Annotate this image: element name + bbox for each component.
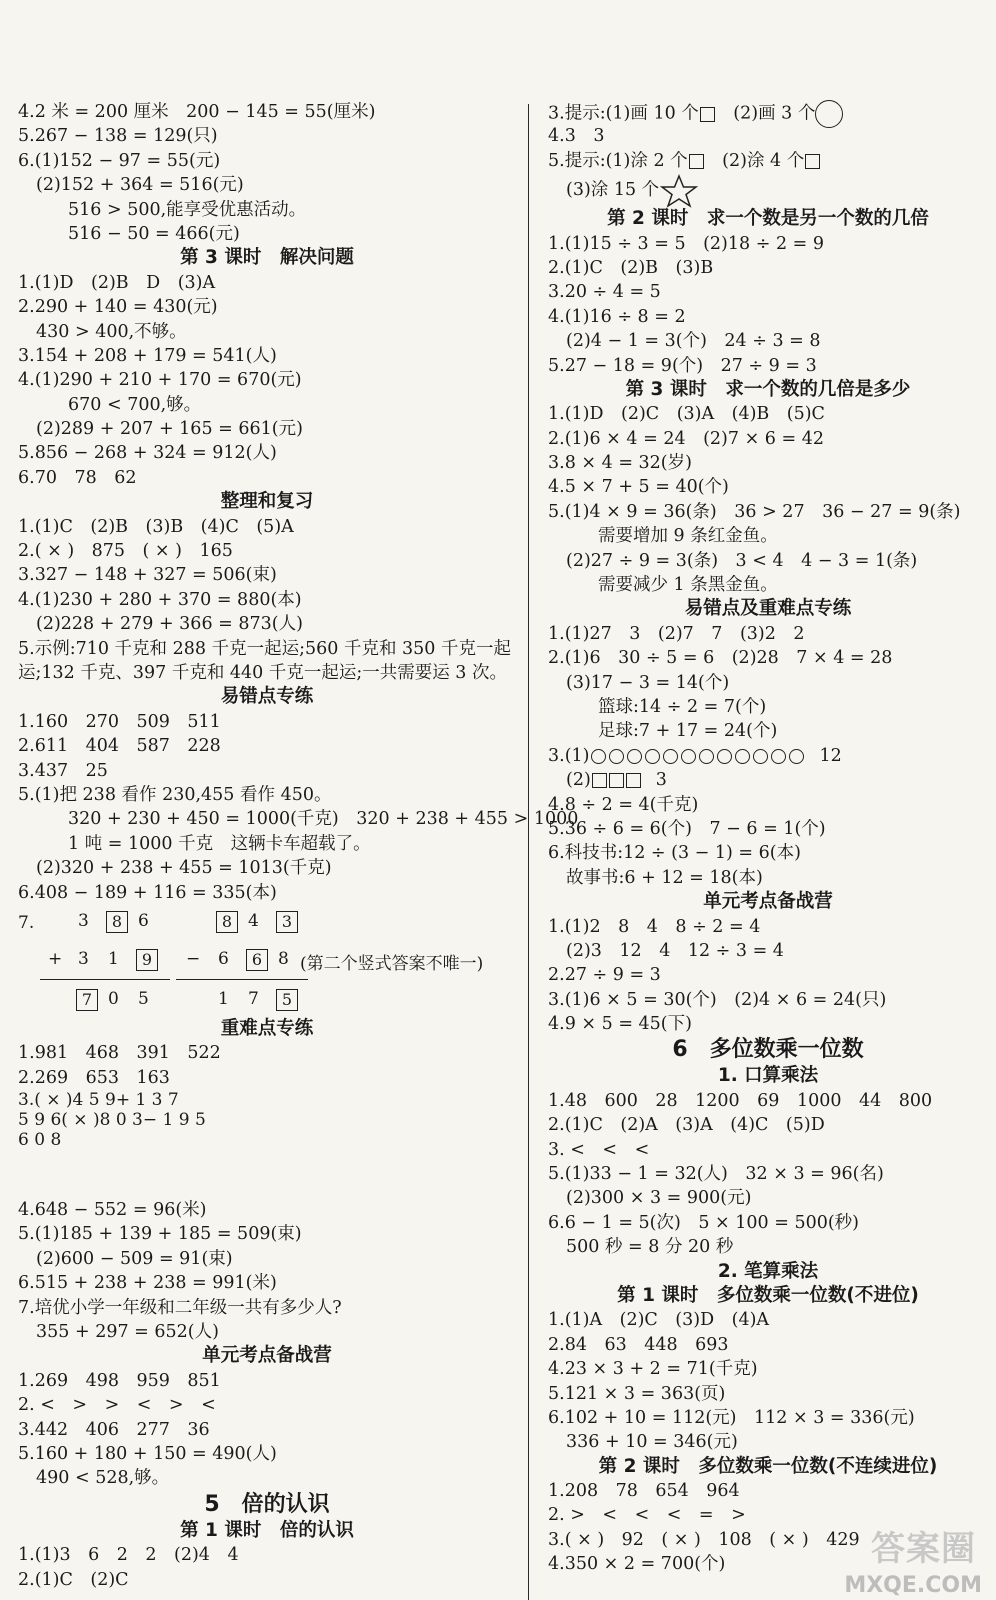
section-heading: 单元考点备战营 (202, 1345, 332, 1367)
answer-text: 3.提示:(1)画 10 个 (548, 103, 699, 124)
answer-text: 7.培优小学一年级和二年级一共有多少人? (18, 1297, 342, 1318)
digits: 6 0 8 (18, 1130, 62, 1151)
answer-text: 4.648 − 552 = 96(米) (18, 1200, 207, 1221)
answer-line (18, 612, 516, 636)
answer-value: 12 (819, 745, 842, 766)
answer-line (548, 939, 988, 963)
answer-text: 6.(1)152 − 97 = 55(元) (18, 150, 221, 171)
answer-line (18, 1320, 516, 1344)
circle-icon (663, 749, 678, 764)
answer-text: 2.(1)C (2)C (18, 1569, 129, 1590)
answer-text: 6.6 − 1 = 5(次) 5 × 100 = 500(秒) (548, 1212, 860, 1233)
answer-text: (2)152 + 364 = 516(元) (36, 175, 244, 196)
answer-line (548, 305, 988, 329)
answer-text: 3.442 406 277 36 (18, 1419, 210, 1440)
answer-text: 2.27 ÷ 9 = 3 (548, 965, 661, 986)
answer-text: 5.(1)33 − 1 = 32(人) 32 × 3 = 96(名) (548, 1164, 884, 1185)
answer-text: 320 + 230 + 450 = 1000(千克) 320 + 238 + 455 > 1000 (68, 809, 579, 830)
section-heading: 5 倍的认识 (204, 1491, 330, 1517)
answer-line (18, 1296, 516, 1320)
answer-text: 2.84 63 448 693 (548, 1334, 729, 1355)
answer-text: 670 < 700,够。 (68, 394, 202, 415)
answer-line (18, 393, 516, 417)
answer-line (548, 817, 988, 841)
answer-text: 5.856 − 268 + 324 = 912(人) (18, 443, 277, 464)
answer-line (18, 1393, 516, 1417)
answer-text: 需要增加 9 条红金鱼。 (598, 526, 778, 547)
answer-text: 5.121 × 3 = 363(页) (548, 1383, 726, 1404)
section-heading: 整理和复习 (220, 491, 314, 513)
circle-icon (717, 749, 732, 764)
answer-text: 430 > 400,不够。 (36, 321, 187, 342)
digit: 8 (278, 948, 289, 969)
digit: 7. (18, 912, 35, 933)
answer-line (548, 768, 988, 792)
answer-text: 篮球:14 ÷ 2 = 7(个) (598, 696, 767, 717)
answer-line (18, 295, 516, 319)
answer-line (18, 1041, 516, 1065)
answer-text: 6.515 + 238 + 238 = 991(米) (18, 1273, 277, 1294)
answer-text: 5.(1)4 × 9 = 36(条) 36 > 27 36 − 27 = 9(条) (548, 501, 961, 522)
answer-line (548, 841, 988, 865)
section-heading: 第 1 课时 多位数乘一位数(不进位) (617, 1284, 919, 1306)
answer-line (548, 1333, 988, 1357)
section-heading: 第 2 课时 多位数乘一位数(不连续进位) (598, 1455, 938, 1477)
answer-text: 490 < 528,够。 (36, 1468, 170, 1489)
answer-text: 1.48 600 28 1200 69 1000 44 800 (548, 1090, 933, 1111)
answer-line (548, 1382, 988, 1406)
answer-text: 足球:7 + 17 = 24(个) (598, 721, 778, 742)
answer-text: 1.160 270 509 511 (18, 711, 221, 732)
digit: 5 (138, 988, 149, 1009)
answer-text: 4.(1)16 ÷ 8 = 2 (548, 306, 686, 327)
column-divider (528, 104, 529, 1600)
square-icon (700, 107, 715, 122)
answer-line (18, 1066, 516, 1090)
answer-line (18, 1271, 516, 1295)
answer-line (18, 320, 516, 344)
answer-line (548, 124, 988, 148)
answer-line (18, 807, 579, 831)
watermark-url: MXQE.COM (844, 1573, 982, 1598)
answer-text: 5.267 − 138 = 129(只) (18, 126, 218, 147)
circle-icon (609, 749, 624, 764)
answer-line (18, 783, 516, 807)
answer-line (18, 515, 516, 539)
answer-line (18, 881, 516, 905)
answer-line (548, 1357, 988, 1381)
answer-text: 3.(1)6 × 5 = 30(个) (2)4 × 6 = 24(只) (548, 989, 887, 1010)
answer-text: 3.8 × 4 = 32(岁) (548, 453, 692, 474)
answer-line (18, 124, 516, 148)
digit: 3 (78, 948, 89, 969)
answer-text: 516 > 500,能享受优惠活动。 (68, 199, 307, 220)
answer-text: 4.9 × 5 = 45(下) (548, 1014, 692, 1035)
answer-line (548, 1138, 988, 1162)
answer-text: 3.437 25 (18, 760, 108, 781)
answer-line (548, 173, 988, 207)
answer-value: 3 (655, 770, 667, 791)
section-heading: 单元考点备战营 (703, 891, 833, 913)
answer-line (548, 1162, 988, 1186)
answer-text: 516 − 50 = 466(元) (68, 223, 240, 244)
answer-line (548, 475, 988, 499)
vertical-calculation-7 (18, 905, 516, 1017)
answer-text: 3. < < < (548, 1139, 650, 1160)
answer-line (548, 100, 988, 124)
answer-line (548, 500, 988, 524)
answer-text: 5.(1)把 238 看作 230,455 看作 450。 (18, 784, 332, 805)
answer-line (18, 539, 516, 563)
answer-text: 3.20 ÷ 4 = 5 (548, 282, 661, 303)
answer-text: 5.(1)185 + 139 + 185 = 509(束) (18, 1224, 302, 1245)
answer-text: 2.(1)6 30 ÷ 5 = 6 (2)28 7 × 4 = 28 (548, 648, 893, 669)
answer-text: 1.(1)D (2)B D (3)A (18, 272, 216, 293)
calc-rule (176, 979, 308, 980)
digit-box: 6 (246, 949, 268, 971)
answer-line (548, 329, 988, 353)
answer-text: (2)600 − 509 = 91(束) (36, 1248, 233, 1269)
square-icon (609, 773, 624, 788)
answer-text: 5.27 − 18 = 9(个) 27 ÷ 9 = 3 (548, 355, 817, 376)
answer-text: 4.8 ÷ 2 = 4(千克) (548, 794, 699, 815)
answer-line (18, 1198, 516, 1222)
answer-line (18, 466, 516, 490)
answer-text: 1.(1)15 ÷ 3 = 5 (2)18 ÷ 2 = 9 (548, 233, 825, 254)
answer-line (548, 232, 988, 256)
answer-line (548, 963, 988, 987)
answer-line (18, 563, 516, 587)
digit: 6 (218, 948, 229, 969)
section-heading: 重难点专练 (220, 1017, 314, 1039)
digit-box: 9 (136, 949, 158, 971)
answer-text: 3.(1) (548, 745, 590, 766)
answer-text: 2. < > > < > < (18, 1395, 216, 1416)
circle-icon (627, 749, 642, 764)
answer-line (548, 744, 988, 768)
digit: 0 (108, 988, 119, 1009)
answer-text: 需要减少 1 条黑金鱼。 (598, 575, 778, 596)
answer-paragraph: 5.示例:710 千克和 288 千克一起运;560 千克和 350 千克一起运;132 千克、397 千克和 440 千克一起运;一共需要运 3 次。 (18, 638, 511, 683)
answer-line (548, 280, 988, 304)
answer-text: 336 + 10 = 346(元) (566, 1432, 738, 1453)
answer-text: 6.408 − 189 + 116 = 335(本) (18, 882, 277, 903)
answer-text: 2.(1)C (2)B (3)B (548, 257, 714, 278)
answer-line (548, 1308, 988, 1332)
answer-text: 4.3 3 (548, 126, 605, 147)
answer-text: 4.(1)290 + 210 + 170 = 670(元) (18, 370, 302, 391)
answer-line (18, 856, 516, 880)
answer-line (18, 222, 516, 246)
answer-text: 2.611 404 587 228 (18, 736, 221, 757)
answer-line (18, 1466, 516, 1490)
digits: 8 0 3 (99, 1110, 143, 1131)
answer-text: 1 吨 = 1000 千克 这辆卡车超载了。 (68, 833, 371, 854)
digits: − 1 9 5 (142, 1110, 206, 1131)
answer-text: 2.269 653 163 (18, 1067, 170, 1088)
answer-text: 1.269 498 959 851 (18, 1370, 221, 1391)
watermark-logo: 答案圈 (871, 1529, 976, 1569)
circle-icon (645, 749, 660, 764)
answer-line (548, 988, 988, 1012)
circle-icon (591, 749, 606, 764)
digit-box: 8 (216, 911, 238, 933)
answer-line (548, 573, 988, 597)
answer-text: 1.(1)2 8 4 8 ÷ 2 = 4 (548, 916, 761, 937)
digit-box: 8 (106, 911, 128, 933)
answer-text: (2)3 12 4 12 ÷ 3 = 4 (566, 940, 784, 961)
calc-note: (第二个竖式答案不唯一) (300, 953, 484, 974)
answer-line (18, 417, 516, 441)
circle-icon (815, 100, 843, 128)
digits: + 1 3 7 (115, 1090, 179, 1111)
answer-line (548, 915, 988, 939)
answer-line (548, 719, 988, 743)
answer-line (548, 1089, 988, 1113)
answer-text: 355 + 297 = 652(人) (36, 1322, 219, 1343)
right-column (548, 100, 988, 1577)
answer-line (548, 1211, 988, 1235)
answer-text: 4.(1)230 + 280 + 370 = 880(本) (18, 589, 302, 610)
answer-text: 1.(1)D (2)C (3)A (4)B (5)C (548, 404, 825, 425)
section-heading: 1. 口算乘法 (717, 1065, 819, 1087)
digit: 3 (78, 910, 89, 931)
answer-line (18, 832, 516, 856)
digit: 7 (248, 988, 259, 1009)
digit-box: 3 (276, 911, 298, 933)
section-heading: 2. 笔算乘法 (717, 1260, 819, 1282)
answer-line (548, 1430, 988, 1454)
answer-line (548, 1113, 988, 1137)
answer-line (18, 441, 516, 465)
answer-text: (2)289 + 207 + 165 = 661(元) (36, 419, 303, 440)
answer-line (18, 1543, 516, 1567)
answer-text: (2)320 + 238 + 455 = 1013(千克) (36, 858, 332, 879)
answer-line (18, 1222, 516, 1246)
answer-text: 3.( × ) 92 ( × ) 108 ( × ) 429 (548, 1529, 860, 1550)
section-heading: 易错点专练 (220, 686, 314, 708)
answer-line (18, 1568, 516, 1592)
answer-text: 6.102 + 10 = 112(元) 112 × 3 = 336(元) (548, 1407, 915, 1428)
digit: 1 (108, 948, 119, 969)
answer-text: 6.70 78 62 (18, 467, 137, 488)
answer-line (548, 1235, 988, 1259)
answer-text: (3)涂 15 个 (566, 180, 660, 201)
star-icon (659, 174, 699, 208)
answer-text: 2.290 + 140 = 430(元) (18, 297, 218, 318)
answer-line (548, 1406, 988, 1430)
answer-text: (2)27 ÷ 9 = 3(条) 3 < 4 4 − 3 = 1(条) (566, 550, 918, 571)
answer-line (548, 695, 988, 719)
section-heading: 第 2 课时 求一个数是另一个数的几倍 (607, 208, 929, 230)
answer-line (18, 198, 516, 222)
answer-text: 2. > < < < = > (548, 1505, 746, 1526)
answer-text: 3.154 + 208 + 179 = 541(人) (18, 345, 277, 366)
answer-line (548, 354, 988, 378)
section-heading: 第 3 课时 求一个数的几倍是多少 (625, 378, 911, 400)
mark: ( × ) (61, 1110, 100, 1131)
answer-text: 4.23 × 3 + 2 = 71(千克) (548, 1359, 758, 1380)
digit: − (186, 948, 201, 969)
circle-icon (681, 749, 696, 764)
answer-text: 2.(1)6 × 4 = 24 (2)7 × 6 = 42 (548, 428, 825, 449)
answer-line (548, 451, 988, 475)
answer-line (548, 256, 988, 280)
section-heading: 6 多位数乘一位数 (672, 1037, 864, 1063)
answer-text: (2)300 × 3 = 900(元) (566, 1188, 752, 1209)
square-icon (805, 154, 820, 169)
section-heading: 第 1 课时 倍的认识 (180, 1519, 354, 1541)
answer-text: 1.(1)27 3 (2)7 7 (3)2 2 (548, 623, 805, 644)
answer-line (548, 149, 988, 173)
answer-line (18, 1418, 516, 1442)
circle-icon (753, 749, 768, 764)
circle-icon (789, 749, 804, 764)
answer-text: (2)画 3 个 (715, 103, 816, 124)
answer-line (548, 671, 988, 695)
digit-box: 5 (276, 989, 298, 1011)
answer-text: 3.327 − 148 + 327 = 506(束) (18, 565, 277, 586)
answer-text: 5.提示:(1)涂 2 个 (548, 150, 688, 171)
answer-line (18, 149, 516, 173)
answer-line (548, 1012, 988, 1036)
digit: 4 (248, 910, 259, 931)
square-icon (689, 154, 704, 169)
answer-text: 500 秒 = 8 分 20 秒 (566, 1237, 734, 1258)
answer-text: (2)4 − 1 = 3(个) 24 ÷ 3 = 8 (566, 331, 821, 352)
digits: 4 5 9 (72, 1090, 116, 1111)
circle-icon (771, 749, 786, 764)
section-heading: 第 3 课时 解决问题 (180, 247, 354, 269)
answer-line (548, 866, 988, 890)
answer-line (18, 734, 516, 758)
answer-text: (2)涂 4 个 (704, 150, 805, 171)
answer-line (18, 1369, 516, 1393)
answer-line (18, 173, 516, 197)
answer-line (18, 710, 516, 734)
digit: 3.( × ) (18, 1090, 73, 1111)
answer-text: 2.( × ) 875 ( × ) 165 (18, 541, 233, 562)
circle-icon (699, 749, 714, 764)
answer-line (548, 1186, 988, 1210)
answer-line (548, 646, 988, 670)
square-icon (626, 773, 641, 788)
answer-line (548, 524, 988, 548)
answer-text: 1.(1)C (2)B (3)B (4)C (5)A (18, 516, 294, 537)
circle-icon (735, 749, 750, 764)
answer-line (18, 588, 516, 612)
answer-text: (3)17 − 3 = 14(个) (566, 672, 730, 693)
answer-text: 1.(1)A (2)C (3)D (4)A (548, 1310, 770, 1331)
answer-text: 1.(1)3 6 2 2 (2)4 4 (18, 1545, 239, 1566)
answer-text: 5.36 ÷ 6 = 6(个) 7 − 6 = 1(个) (548, 818, 826, 839)
answer-text: 4.350 × 2 = 700(个) (548, 1554, 726, 1575)
answer-text: 2.(1)C (2)A (3)A (4)C (5)D (548, 1115, 825, 1136)
answer-text: 6.科技书:12 ÷ (3 − 1) = 6(本) (548, 843, 801, 864)
answer-line (18, 344, 516, 368)
answer-line (548, 549, 988, 573)
digit: 6 (138, 910, 149, 931)
answer-text: 4.2 米 = 200 厘米 200 − 145 = 55(厘米) (18, 102, 376, 122)
answer-line (18, 271, 516, 295)
answer-line (18, 759, 516, 783)
square-icon (592, 773, 607, 788)
digits: 5 9 6 (18, 1110, 62, 1131)
answer-line (548, 1479, 988, 1503)
answer-line (18, 1442, 516, 1466)
answer-text: 1.208 78 654 964 (548, 1481, 740, 1502)
answer-line (548, 793, 988, 817)
digit-box: 7 (76, 989, 98, 1011)
answer-line (548, 427, 988, 451)
section-heading: 易错点及重难点专练 (684, 598, 852, 620)
answer-line (18, 1247, 516, 1271)
vertical-calculation-3 (18, 1090, 516, 1198)
answer-text: (2) (566, 770, 591, 791)
answer-text: 1.981 468 391 522 (18, 1043, 221, 1064)
answer-line (548, 402, 988, 426)
answer-text: 故事书:6 + 12 = 18(本) (566, 867, 763, 888)
answer-line (548, 622, 988, 646)
digit: + (48, 948, 63, 969)
answer-text: 4.5 × 7 + 5 = 40(个) (548, 477, 729, 498)
answer-line (18, 368, 516, 392)
answer-line (18, 100, 516, 124)
answer-text: (2)228 + 279 + 366 = 873(人) (36, 614, 303, 635)
answer-text: 5.160 + 180 + 150 = 490(人) (18, 1444, 277, 1464)
digit: 1 (218, 988, 229, 1009)
calc-rule (40, 979, 170, 980)
